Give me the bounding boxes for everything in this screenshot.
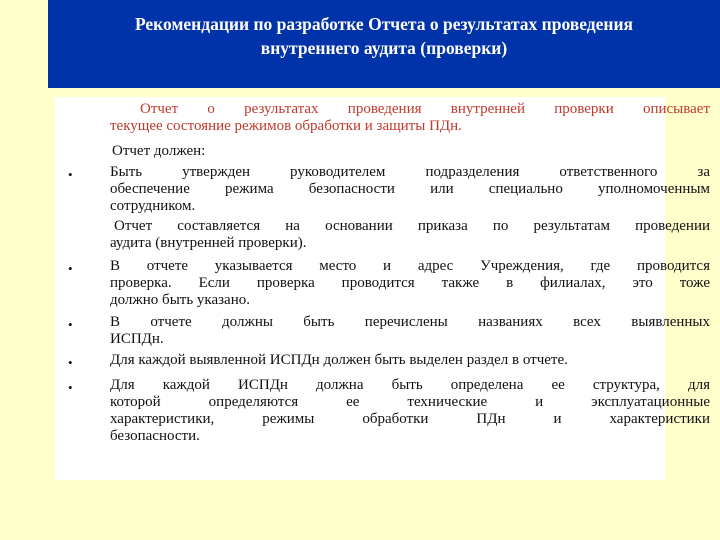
item4-line-1: Для каждой выявленной ИСПДн должен быть выделен раздел в отчете. — [110, 352, 568, 368]
item1-line-3: сотрудником. — [110, 198, 196, 214]
note-paragraph — [110, 218, 710, 252]
item1-line-1: Быть утвержден руководителем подразделения ответственного за — [110, 164, 710, 180]
list-item-approval — [68, 164, 710, 215]
slide-title-line-1: Рекомендации по разработке Отчета о результатах проведения — [134, 14, 634, 34]
bullet-glyph: • — [68, 355, 73, 370]
bullet-glyph: • — [68, 167, 73, 182]
note-line-2: аудита (внутренней проверки). — [110, 235, 307, 251]
intro-line-1: Отчет о результатах проведения внутренней проверки описывает — [140, 101, 710, 117]
list-item-structure — [68, 377, 710, 445]
slide-title-bar — [48, 0, 720, 88]
item2-line-3: должно быть указано. — [110, 292, 250, 308]
note-line-1: Отчет составляется на основании приказа по результатам проведении — [114, 218, 710, 234]
list-item-ispdn-names — [68, 314, 710, 348]
intro-paragraph — [110, 101, 710, 135]
bullet-glyph: • — [68, 317, 73, 332]
intro-line-2: текущее состояние режимов обработки и защиты ПДн. — [110, 118, 462, 134]
item5-line-1: Для каждой ИСПДн должна быть определена ее структура, для — [110, 377, 710, 393]
item5-line-2: которой определяются ее технические и эксплуатационные — [110, 394, 710, 410]
item1-line-2: обеспечение режима безопасности или специально уполномоченным — [110, 181, 710, 197]
item5-line-4: безопасности. — [110, 428, 200, 444]
item5-line-3: характеристики, режимы обработки ПДн и характеристики — [110, 411, 710, 427]
content-panel — [55, 97, 710, 480]
bullet-glyph: • — [68, 380, 73, 395]
slide-title-line-2: внутреннего аудита (проверки) — [260, 38, 508, 58]
item3-line-2: ИСПДн. — [110, 331, 164, 347]
item2-line-2: проверка. Если проверка проводится также в филиалах, это тоже — [110, 275, 710, 291]
item3-line-1: В отчете должны быть перечислены названиях всех выявленных — [110, 314, 710, 330]
list-item-address — [68, 258, 710, 309]
must-label: Отчет должен: — [112, 143, 206, 159]
list-item-section — [68, 352, 710, 370]
item2-line-1: В отчете указывается место и адрес Учреждения, где проводится — [110, 258, 710, 274]
bullet-glyph: • — [68, 261, 73, 276]
